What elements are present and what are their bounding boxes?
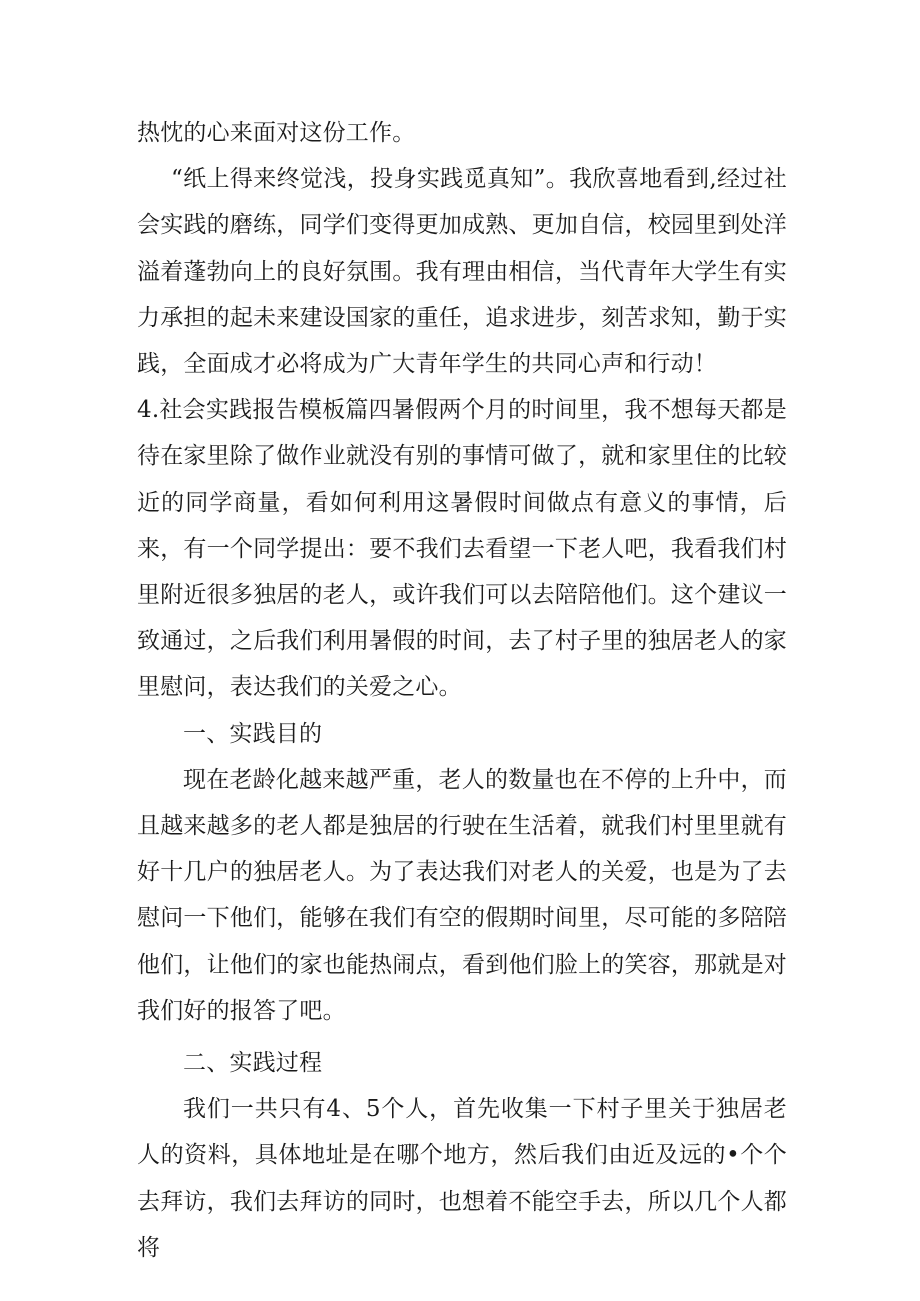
paragraph-continuation: 热忱的心来面对这份工作。 bbox=[137, 120, 416, 146]
paragraph-quote: “纸上得来终觉浅，投身实践觅真知”。我欣喜地看到,经过社会实践的磨练，同学们变得更加成熟、更加自信，校园里到处洋溢着蓬勃向上的良好氛围。我有理由相信，当代青年大学生有实力承担的起未来建设国家的重任，追求进步，刻苦求知，勤于实践，全面成才必将成为广大青年学生的共同心声和行动！ bbox=[137, 166, 787, 378]
section-heading-process: 二、实践过程 bbox=[183, 1050, 323, 1077]
section-heading-purpose: 一、实践目的 bbox=[183, 720, 323, 747]
document-body bbox=[137, 110, 787, 1271]
paragraph-purpose: 现在老龄化越来越严重，老人的数量也在不停的上升中，而且越来越多的老人都是独居的行驶在生活着，就我们村里里就有好十几户的独居老人。为了表达我们对老人的关爱，也是为了去慰问一下他们，能够在我们有空的假期时间里，尽可能的多陪陪他们，让他们的家也能热闹点，看到他们脸上的笑容，那就是对我们好的报答了吧。 bbox=[137, 766, 787, 1024]
paragraph-process: 我们一共只有4、5个人，首先收集一下村子里关于独居老人的资料，具体地址是在哪个地方，然后我们由近及远的•个个去拜访，我们去拜访的同时，也想着不能空手去，所以几个人都将 bbox=[137, 1096, 787, 1261]
paragraph-report-intro: 4.社会实践报告模板篇四暑假两个月的时间里，我不想每天都是待在家里除了做作业就没有别的事情可做了，就和家里住的比较近的同学商量，看如何利用这暑假时间做点有意义的事情，后来，有一个同学提出：要不我们去看望一下老人吧，我看我们村里附近很多独居的老人，或许我们可以去陪陪他们。这个建议一致通过，之后我们利用暑假的时间，去了村子里的独居老人的家里慰问，表达我们的关爱之心。 bbox=[137, 397, 787, 701]
